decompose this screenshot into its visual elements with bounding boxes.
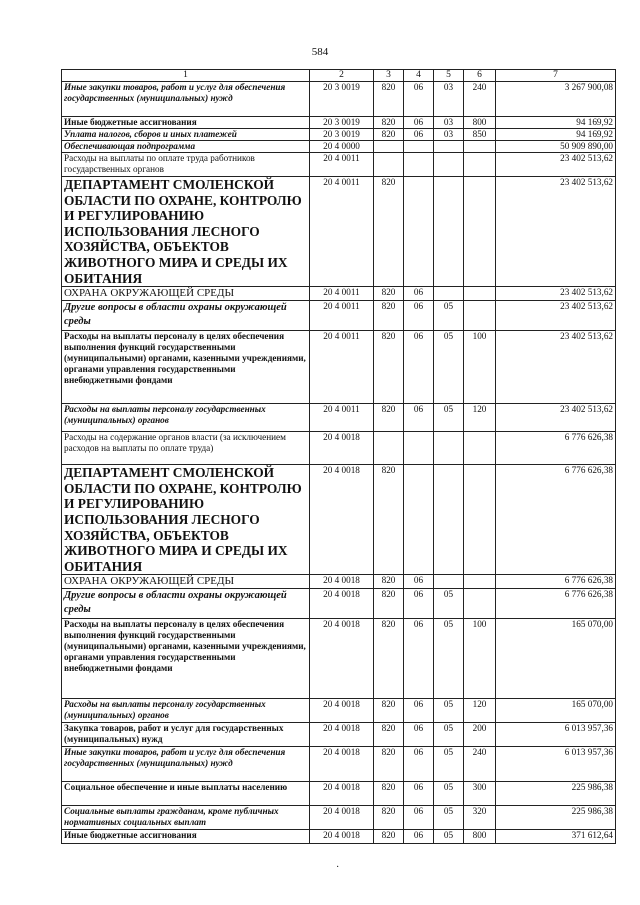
table-row [62, 153, 616, 177]
table-row [62, 432, 616, 465]
row-code-cell: 06 [404, 699, 434, 723]
row-sum-cell: 6 776 626,38 [496, 432, 616, 465]
table-row [62, 82, 616, 117]
row-code-cell: 20 4 0011 [310, 404, 374, 432]
row-code-cell: 20 4 0018 [310, 589, 374, 619]
row-code-cell: 820 [374, 177, 404, 287]
row-sum-cell: 6 776 626,38 [496, 465, 616, 575]
row-code-cell: 20 4 0011 [310, 153, 374, 177]
row-name-cell: Иные бюджетные ассигнования [62, 830, 310, 844]
row-name-cell: Обеспечивающая подпрограмма [62, 141, 310, 153]
row-code-cell [374, 141, 404, 153]
row-code-cell [404, 153, 434, 177]
row-sum-cell: 6 013 957,36 [496, 747, 616, 782]
row-code-cell [374, 153, 404, 177]
row-name-cell: Закупка товаров, работ и услуг для государственных (муниципальных) нужд [62, 723, 310, 747]
row-code-cell: 240 [464, 82, 496, 117]
row-code-cell: 05 [434, 747, 464, 782]
row-name-cell: Уплата налогов, сборов и иных платежей [62, 129, 310, 141]
row-code-cell: 06 [404, 747, 434, 782]
row-code-cell: 200 [464, 723, 496, 747]
row-sum-cell: 23 402 513,62 [496, 177, 616, 287]
row-code-cell [464, 432, 496, 465]
row-code-cell [464, 177, 496, 287]
row-code-cell: 05 [434, 699, 464, 723]
row-code-cell: 05 [434, 589, 464, 619]
row-code-cell: 05 [434, 404, 464, 432]
row-code-cell [464, 301, 496, 331]
row-code-cell: 820 [374, 699, 404, 723]
row-code-cell: 120 [464, 699, 496, 723]
row-code-cell: 20 4 0018 [310, 723, 374, 747]
row-code-cell [464, 575, 496, 589]
row-code-cell: 320 [464, 806, 496, 830]
row-code-cell: 05 [434, 830, 464, 844]
row-code-cell [464, 287, 496, 301]
row-code-cell: 20 4 0011 [310, 301, 374, 331]
row-name-cell: Расходы на выплаты по оплате труда работников государственных органов [62, 153, 310, 177]
table-row [62, 129, 616, 141]
row-code-cell [434, 153, 464, 177]
row-code-cell: 820 [374, 723, 404, 747]
row-code-cell: 20 4 0011 [310, 287, 374, 301]
row-code-cell [434, 287, 464, 301]
row-code-cell: 06 [404, 117, 434, 129]
row-sum-cell: 225 986,38 [496, 782, 616, 806]
row-code-cell: 820 [374, 82, 404, 117]
row-code-cell: 820 [374, 830, 404, 844]
row-code-cell [434, 141, 464, 153]
header-cell: 2 [310, 70, 374, 82]
row-name-cell: ОХРАНА ОКРУЖАЮЩЕЙ СРЕДЫ [62, 575, 310, 589]
row-name-cell: ДЕПАРТАМЕНТ СМОЛЕНСКОЙ ОБЛАСТИ ПО ОХРАНЕ, КОНТРОЛЮ И РЕГУЛИРОВАНИЮ ИСПОЛЬЗОВАНИЯ ЛЕСНОГО ХОЗЯЙСТВА, ОБЪЕКТОВ ЖИВОТНОГО МИРА И СРЕДЫ ИХ ОБИТАНИЯ [62, 465, 310, 575]
table-row [62, 301, 616, 331]
header-cell: 1 [62, 70, 310, 82]
row-code-cell [404, 465, 434, 575]
row-code-cell [434, 177, 464, 287]
row-name-cell: Другие вопросы в области охраны окружающей среды [62, 589, 310, 619]
row-code-cell: 06 [404, 82, 434, 117]
header-row [62, 70, 616, 82]
table-row [62, 747, 616, 782]
row-code-cell: 20 3 0019 [310, 82, 374, 117]
row-code-cell [434, 465, 464, 575]
row-sum-cell: 23 402 513,62 [496, 301, 616, 331]
row-sum-cell: 225 986,38 [496, 806, 616, 830]
row-code-cell: 20 4 0018 [310, 465, 374, 575]
row-code-cell: 20 4 0018 [310, 575, 374, 589]
row-code-cell: 20 3 0019 [310, 129, 374, 141]
table-row [62, 589, 616, 619]
row-code-cell: 240 [464, 747, 496, 782]
row-code-cell: 20 4 0000 [310, 141, 374, 153]
table-row [62, 287, 616, 301]
table-row [62, 830, 616, 844]
header-cell: 4 [404, 70, 434, 82]
row-code-cell: 820 [374, 782, 404, 806]
row-sum-cell: 23 402 513,62 [496, 404, 616, 432]
row-code-cell: 06 [404, 589, 434, 619]
table-row [62, 465, 616, 575]
row-code-cell: 03 [434, 82, 464, 117]
header-cell: 3 [374, 70, 404, 82]
row-code-cell: 820 [374, 575, 404, 589]
row-code-cell: 20 4 0018 [310, 830, 374, 844]
row-sum-cell: 3 267 900,08 [496, 82, 616, 117]
row-code-cell: 20 4 0018 [310, 782, 374, 806]
table-row [62, 806, 616, 830]
row-code-cell: 820 [374, 129, 404, 141]
table-row [62, 331, 616, 404]
row-name-cell: Другие вопросы в области охраны окружающей среды [62, 301, 310, 331]
row-code-cell: 06 [404, 782, 434, 806]
decorative-dot: · [336, 862, 340, 873]
row-code-cell: 06 [404, 331, 434, 404]
row-name-cell: Расходы на выплаты персоналу в целях обеспечения выполнения функций государственными (муниципальными) органами, казенными учреждениями, органами управления государственными внебюджетными фондами [62, 331, 310, 404]
row-code-cell: 06 [404, 301, 434, 331]
row-code-cell: 820 [374, 589, 404, 619]
row-code-cell [374, 432, 404, 465]
row-code-cell: 06 [404, 619, 434, 699]
table-row [62, 141, 616, 153]
row-name-cell: Расходы на содержание органов власти (за исключением расходов на выплаты по оплате труда) [62, 432, 310, 465]
table-row [62, 723, 616, 747]
row-code-cell: 05 [434, 723, 464, 747]
row-code-cell: 06 [404, 830, 434, 844]
row-code-cell: 06 [404, 287, 434, 301]
row-code-cell [464, 465, 496, 575]
table-row [62, 575, 616, 589]
row-sum-cell: 94 169,92 [496, 129, 616, 141]
row-code-cell [404, 177, 434, 287]
row-code-cell: 06 [404, 575, 434, 589]
row-code-cell: 20 3 0019 [310, 117, 374, 129]
row-code-cell [464, 153, 496, 177]
row-sum-cell: 6 776 626,38 [496, 589, 616, 619]
row-code-cell: 100 [464, 331, 496, 404]
row-code-cell [404, 141, 434, 153]
row-code-cell: 06 [404, 806, 434, 830]
row-name-cell: Социальное обеспечение и иные выплаты населению [62, 782, 310, 806]
header-cell: 6 [464, 70, 496, 82]
table-row [62, 782, 616, 806]
row-code-cell: 20 4 0018 [310, 806, 374, 830]
row-name-cell: Расходы на выплаты персоналу в целях обеспечения выполнения функций государственными (муниципальными) органами, казенными учреждениями, органами управления государственными внебюджетными фондами [62, 619, 310, 699]
header-cell: 7 [496, 70, 616, 82]
row-code-cell: 820 [374, 301, 404, 331]
row-code-cell: 20 4 0011 [310, 331, 374, 404]
row-code-cell: 03 [434, 117, 464, 129]
row-code-cell: 06 [404, 404, 434, 432]
row-code-cell [434, 575, 464, 589]
row-name-cell: Расходы на выплаты персоналу государственных (муниципальных) органов [62, 699, 310, 723]
table-row [62, 117, 616, 129]
row-code-cell: 120 [464, 404, 496, 432]
row-code-cell [434, 432, 464, 465]
row-name-cell: Иные закупки товаров, работ и услуг для обеспечения государственных (муниципальных) нужд [62, 82, 310, 117]
row-sum-cell: 165 070,00 [496, 699, 616, 723]
row-name-cell: Иные бюджетные ассигнования [62, 117, 310, 129]
row-name-cell: ОХРАНА ОКРУЖАЮЩЕЙ СРЕДЫ [62, 287, 310, 301]
row-name-cell: Социальные выплаты гражданам, кроме публичных нормативных социальных выплат [62, 806, 310, 830]
table-row [62, 699, 616, 723]
row-sum-cell: 23 402 513,62 [496, 287, 616, 301]
row-code-cell: 05 [434, 782, 464, 806]
row-code-cell [464, 589, 496, 619]
row-code-cell: 20 4 0018 [310, 432, 374, 465]
row-code-cell: 03 [434, 129, 464, 141]
row-code-cell: 820 [374, 287, 404, 301]
row-code-cell: 820 [374, 117, 404, 129]
row-code-cell [464, 141, 496, 153]
page-number: 584 [311, 46, 329, 58]
table-row [62, 404, 616, 432]
row-name-cell: Расходы на выплаты персоналу государственных (муниципальных) органов [62, 404, 310, 432]
row-code-cell: 20 4 0011 [310, 177, 374, 287]
row-code-cell: 300 [464, 782, 496, 806]
row-code-cell: 820 [374, 465, 404, 575]
row-code-cell: 20 4 0018 [310, 747, 374, 782]
row-code-cell: 05 [434, 806, 464, 830]
row-sum-cell: 6 013 957,36 [496, 723, 616, 747]
row-name-cell: ДЕПАРТАМЕНТ СМОЛЕНСКОЙ ОБЛАСТИ ПО ОХРАНЕ, КОНТРОЛЮ И РЕГУЛИРОВАНИЮ ИСПОЛЬЗОВАНИЯ ЛЕСНОГО ХОЗЯЙСТВА, ОБЪЕКТОВ ЖИВОТНОГО МИРА И СРЕДЫ ИХ ОБИТАНИЯ [62, 177, 310, 287]
row-code-cell: 850 [464, 129, 496, 141]
row-sum-cell: 23 402 513,62 [496, 153, 616, 177]
row-code-cell: 06 [404, 129, 434, 141]
row-code-cell: 20 4 0018 [310, 619, 374, 699]
row-code-cell: 800 [464, 117, 496, 129]
budget-table [61, 69, 616, 844]
row-sum-cell: 94 169,92 [496, 117, 616, 129]
row-name-cell: Иные закупки товаров, работ и услуг для обеспечения государственных (муниципальных) нужд [62, 747, 310, 782]
row-code-cell: 05 [434, 619, 464, 699]
row-code-cell: 20 4 0018 [310, 699, 374, 723]
row-sum-cell: 6 776 626,38 [496, 575, 616, 589]
row-code-cell: 100 [464, 619, 496, 699]
row-code-cell: 820 [374, 331, 404, 404]
row-code-cell: 05 [434, 331, 464, 404]
row-code-cell: 820 [374, 806, 404, 830]
row-sum-cell: 50 909 890,00 [496, 141, 616, 153]
row-code-cell: 05 [434, 301, 464, 331]
header-cell: 5 [434, 70, 464, 82]
row-sum-cell: 371 612,64 [496, 830, 616, 844]
row-code-cell: 820 [374, 404, 404, 432]
row-code-cell: 800 [464, 830, 496, 844]
row-code-cell: 06 [404, 723, 434, 747]
row-sum-cell: 165 070,00 [496, 619, 616, 699]
row-code-cell: 820 [374, 619, 404, 699]
table-row [62, 619, 616, 699]
row-code-cell: 820 [374, 747, 404, 782]
table-row [62, 177, 616, 287]
row-code-cell [404, 432, 434, 465]
row-sum-cell: 23 402 513,62 [496, 331, 616, 404]
